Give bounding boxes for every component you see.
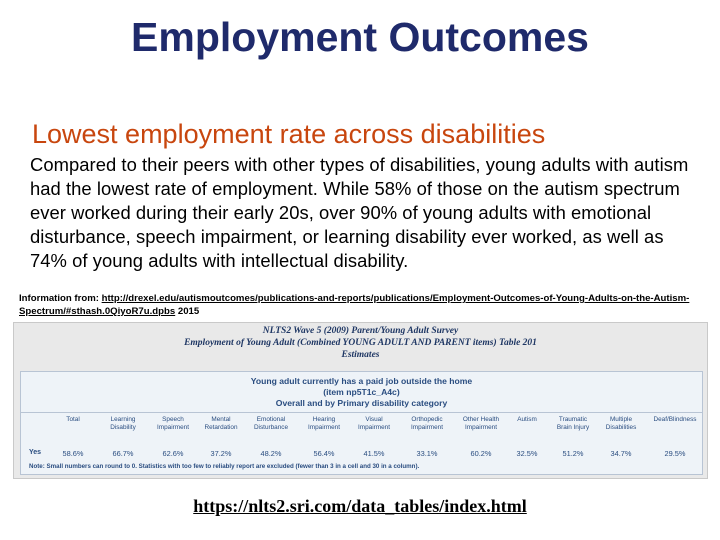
column-header: Deaf/Blindness: [653, 416, 697, 423]
data-table: [20, 371, 703, 475]
source-prefix: Information from:: [19, 293, 102, 304]
table-cell: 33.1%: [416, 449, 438, 458]
table-cell: 48.2%: [260, 449, 282, 458]
table-cell: 58.6%: [62, 449, 84, 458]
table-cell: 29.5%: [664, 449, 686, 458]
table-cell: 56.4%: [313, 449, 335, 458]
column-header: Total: [66, 416, 80, 423]
table-scope: Overall and by Primary disability category: [275, 398, 448, 408]
column-header: Emotional Disturbance: [253, 416, 289, 431]
table-cell: 37.2%: [210, 449, 232, 458]
column-header: Multiple Disabilities: [605, 416, 637, 431]
table-cell: 34.7%: [610, 449, 632, 458]
row-label: Yes: [29, 449, 42, 456]
column-header: Speech Impairment: [157, 416, 189, 431]
footer-url-link[interactable]: https://nlts2.sri.com/data_tables/index.html: [193, 496, 527, 516]
source-link[interactable]: http://drexel.edu/autismoutcomes/publications-and-reports/publications/Employment-Outcomes-of-Young-Adults-on-the-Autism-Spectrum/#sthash.0QiyoR7u.dpbs: [19, 293, 690, 317]
table-cell: 51.2%: [562, 449, 584, 458]
data-table-image: [13, 322, 708, 479]
table-question: Young adult currently has a paid job outside the home: [250, 376, 473, 386]
source-citation: [19, 292, 699, 318]
column-header: Learning Disability: [110, 416, 136, 431]
table-estimates-label: Estimates: [341, 350, 380, 360]
table-item-code: (item np5T1c_A4c): [323, 387, 400, 397]
column-header: Autism: [517, 416, 537, 423]
table-cell: 62.6%: [162, 449, 184, 458]
table-report-heading: [14, 325, 707, 361]
table-cell: 60.2%: [470, 449, 492, 458]
table-cell: 32.5%: [516, 449, 538, 458]
column-header: Orthopedic Impairment: [411, 416, 443, 431]
section-subtitle: Lowest employment rate across disabilities: [32, 119, 546, 149]
column-header: Mental Retardation: [204, 416, 238, 431]
page-title: Employment Outcomes: [131, 14, 589, 60]
table-caption: Employment of Young Adult (Combined YOUNG ADULT AND PARENT items) Table 201: [184, 338, 537, 348]
column-header: Hearing Impairment: [308, 416, 340, 431]
source-year: 2015: [175, 306, 200, 317]
column-header: Traumatic Brain Injury: [556, 416, 590, 431]
table-note: Note: Small numbers can round to 0. Statistics with too few to reliably report are excluded (fewer than 3 in a cell and 30 in a column).: [29, 463, 420, 470]
table-cell: 66.7%: [112, 449, 134, 458]
column-header: Other Health Impairment: [462, 416, 500, 431]
footer-url: [0, 496, 720, 517]
body-paragraph: Compared to their peers with other types of disabilities, young adults with autism had the lowest rate of employment. While 58% of those on the autism spectrum ever worked during their early 20s, over 90% of young adults with emotional disturbance, speech impairment, or learning disability ever worked, as well as 74% of young adults with intellectual disability.: [30, 154, 689, 271]
survey-name: NLTS2 Wave 5 (2009) Parent/Young Adult Survey: [262, 326, 459, 336]
table-description: [21, 376, 702, 409]
table-cell: 41.5%: [363, 449, 385, 458]
table-header-row: [21, 412, 702, 445]
column-header: Visual Impairment: [358, 416, 390, 431]
